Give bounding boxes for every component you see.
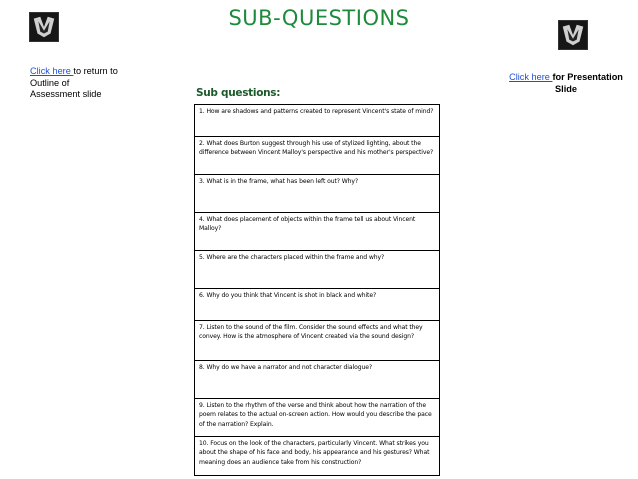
- outline-note: [30, 66, 120, 101]
- presentation-slide-thumbnail-icon[interactable]: [558, 20, 588, 50]
- outline-link[interactable]: Click here: [30, 66, 74, 76]
- presentation-note: [500, 72, 632, 95]
- presentation-link[interactable]: Click here: [509, 72, 553, 82]
- page-title: SUB-QUESTIONS: [228, 6, 410, 30]
- question-row: 7. Listen to the sound of the film. Consider the sound effects and what they convey. How is the atmosphere of Vincent created via the sound design?: [195, 321, 439, 361]
- questions-table: [194, 104, 440, 476]
- question-row: 4. What does placement of objects within the frame tell us about Vincent Malloy?: [195, 213, 439, 251]
- question-row: 6. Why do you think that Vincent is shot in black and white?: [195, 289, 439, 321]
- question-row: 5. Where are the characters placed within the frame and why?: [195, 251, 439, 289]
- outline-note-text: to return to Outline of Assessment slide: [30, 66, 118, 99]
- return-slide-thumbnail-icon[interactable]: [29, 12, 59, 42]
- question-row: 8. Why do we have a narrator and not character dialogue?: [195, 361, 439, 399]
- presentation-note-text: for Presentation Slide: [552, 72, 623, 94]
- question-row: 1. How are shadows and patterns created to represent Vincent's state of mind?: [195, 105, 439, 137]
- question-row: 2. What does Burton suggest through his use of stylized lighting, about the difference between Vincent Malloy's perspective and his mother's perspective?: [195, 137, 439, 175]
- document-heading: Sub questions:: [196, 87, 281, 99]
- question-row: 10. Focus on the look of the characters, particularly Vincent. What strikes you about the shape of his face and body, his appearance and his gestures? What meaning does an audience take from his construction?: [199, 440, 430, 466]
- question-row: 9. Listen to the rhythm of the verse and think about how the narration of the poem relates to the actual on-screen action. How would you describe the pace of the narration? Explain.: [195, 399, 439, 437]
- question-row: 3. What is in the frame, what has been left out? Why?: [195, 175, 439, 213]
